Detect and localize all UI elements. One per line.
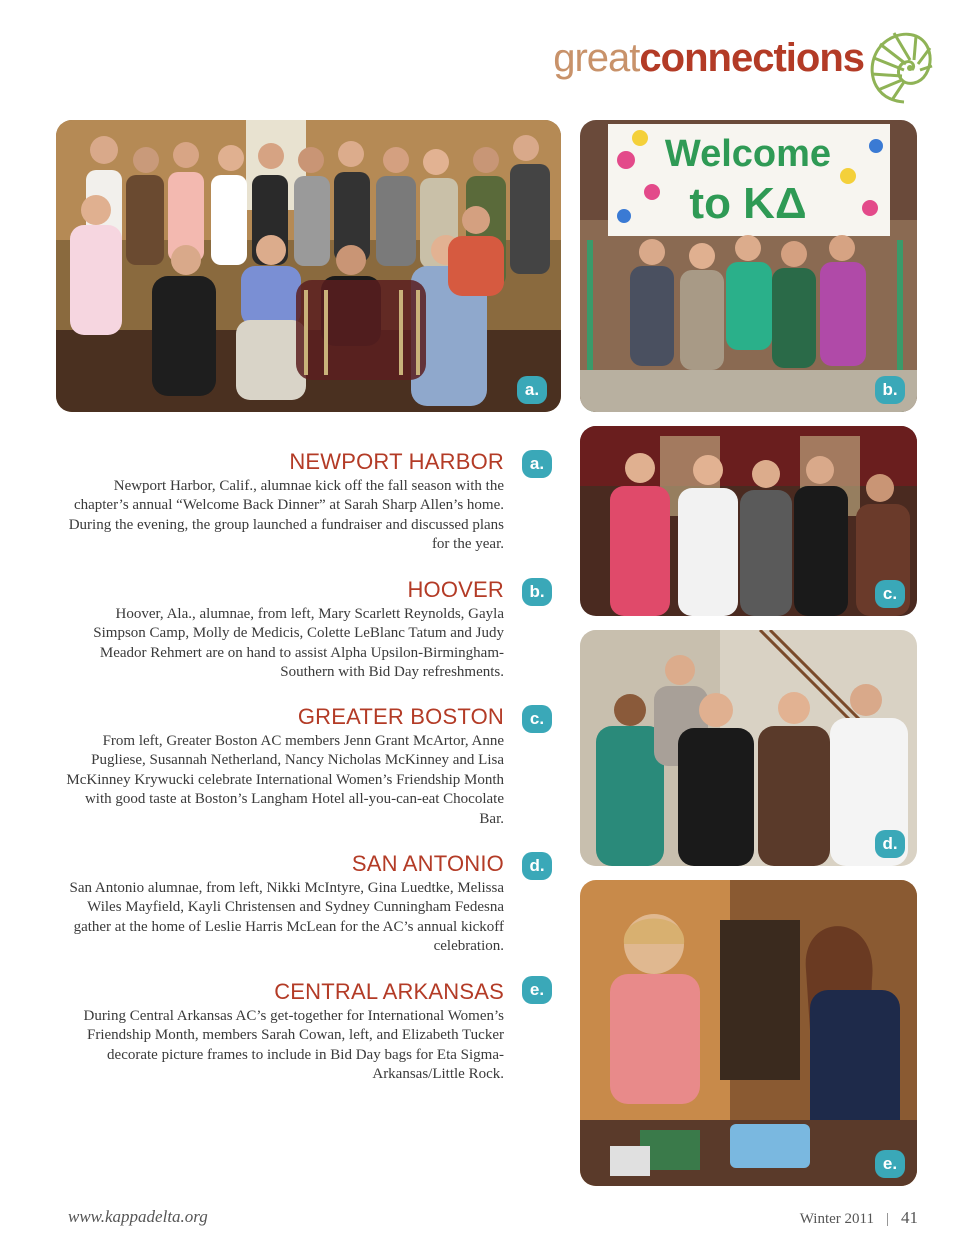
header-title-connections: connections xyxy=(639,36,864,80)
photo-greater-boston xyxy=(580,426,917,616)
photo-san-antonio xyxy=(580,630,917,866)
banner-kd-text: to KΔ xyxy=(689,179,807,228)
photo-label-a: a. xyxy=(517,376,547,404)
nautilus-shell-icon xyxy=(864,24,938,108)
section-title: NEWPORT HARBOR xyxy=(289,449,504,474)
footer-website: www.kappadelta.org xyxy=(68,1207,208,1226)
section-title: HOOVER xyxy=(407,577,504,602)
crafting-photo-icon xyxy=(580,880,917,1186)
footer-issue: Winter 2011 xyxy=(799,1211,874,1227)
group-photo-icon xyxy=(580,426,917,616)
footer-issue-info xyxy=(800,1208,918,1228)
section-badge-c: c. xyxy=(522,705,552,733)
section-badge-a: a. xyxy=(522,450,552,478)
section-badge-b: b. xyxy=(522,578,552,606)
photo-label-c: c. xyxy=(875,580,905,608)
welcome-banner-photo-icon xyxy=(580,120,917,412)
photo-hoover xyxy=(580,120,917,412)
section-title: GREATER BOSTON xyxy=(297,704,504,729)
section-newport-harbor xyxy=(64,449,504,555)
section-title: CENTRAL ARKANSAS xyxy=(274,979,504,1004)
section-badge-e: e. xyxy=(522,976,552,1004)
banner-welcome-text: Welcome xyxy=(664,133,832,175)
section-badge-d: d. xyxy=(522,852,552,880)
section-body: During Central Arkansas AC’s get-together for International Women’s Friendship Month, members Sarah Cowan, left, and Elizabeth Tucker decorate picture frames to include in Bid Day bags for Eta Sigma-Arkansas/Little Rock. xyxy=(83,1008,504,1083)
section-header xyxy=(553,34,864,82)
section-central-arkansas xyxy=(64,979,504,1085)
section-body: Newport Harbor, Calif., alumnae kick off the fall season with the chapter’s annual “Welcome Back Dinner” at Sarah Sharp Allen’s home. During the evening, the group launched a fundraiser and discussed plans for the year. xyxy=(68,478,504,553)
photo-label-d: d. xyxy=(875,830,905,858)
group-photo-icon xyxy=(56,120,561,412)
section-greater-boston xyxy=(64,704,504,829)
group-photo-icon xyxy=(580,630,917,866)
page-number: 41 xyxy=(901,1208,918,1227)
photo-label-e: e. xyxy=(875,1150,905,1178)
photo-label-b: b. xyxy=(875,376,905,404)
section-title: SAN ANTONIO xyxy=(351,851,504,876)
photo-newport-harbor xyxy=(56,120,561,412)
header-title-great: great xyxy=(553,36,640,80)
section-body: Hoover, Ala., alumnae, from left, Mary Scarlett Reynolds, Gayla Simpson Camp, Molly de Medicis, Colette LeBlanc Tatum and Judy Meador Rehmert are on hand to assist Alpha Upsilon-Birmingham-Southern with Bid Day refreshments. xyxy=(93,606,504,681)
section-body: San Antonio alumnae, from left, Nikki McIntyre, Gina Luedtke, Melissa Wiles Mayfield, Kayli Christensen and Sydney Cunningham Fedesna gather at the home of Leslie Harris McLean for the AC’s annual kickoff celebration. xyxy=(69,880,504,955)
section-body: From left, Greater Boston AC members Jenn Grant McArtor, Anne Pugliese, Susannah Netherland, Nancy Nicholas McKinney and Lisa McKinney Krywucki celebrate International Women’s Friendship Month with good taste at Boston’s Langham Hotel all-you-can-eat Chocolate Bar. xyxy=(66,733,504,827)
photo-central-arkansas xyxy=(580,880,917,1186)
section-hoover xyxy=(64,577,504,683)
section-san-antonio xyxy=(64,851,504,957)
footer-separator: | xyxy=(885,1211,889,1227)
